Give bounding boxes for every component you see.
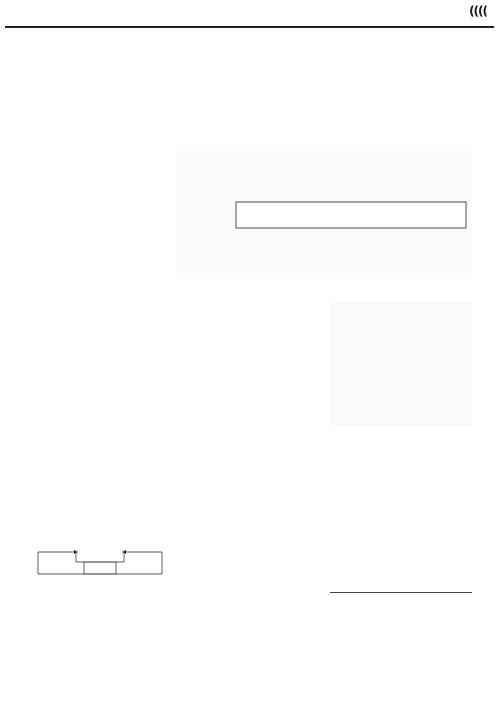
section21-text — [32, 630, 168, 696]
page-header — [0, 0, 499, 30]
section22-text — [176, 539, 322, 573]
column-decoration-icon: (((( — [469, 4, 487, 18]
references-list — [330, 602, 472, 658]
figure1-workflow — [30, 538, 170, 596]
plc-box — [236, 202, 466, 228]
author-bio — [330, 660, 472, 682]
abstract — [30, 98, 470, 134]
figure2-wiring — [176, 150, 472, 286]
figure3-ladder — [330, 302, 472, 426]
column2-intro — [176, 292, 322, 340]
header-rule — [5, 26, 494, 28]
intro-text — [32, 159, 168, 313]
wiring-diagram — [176, 150, 472, 278]
section1-text-2 — [32, 412, 168, 534]
section23-text — [176, 584, 322, 696]
references-rule — [330, 592, 472, 593]
section1-text — [32, 324, 168, 412]
section3-text — [330, 446, 472, 590]
